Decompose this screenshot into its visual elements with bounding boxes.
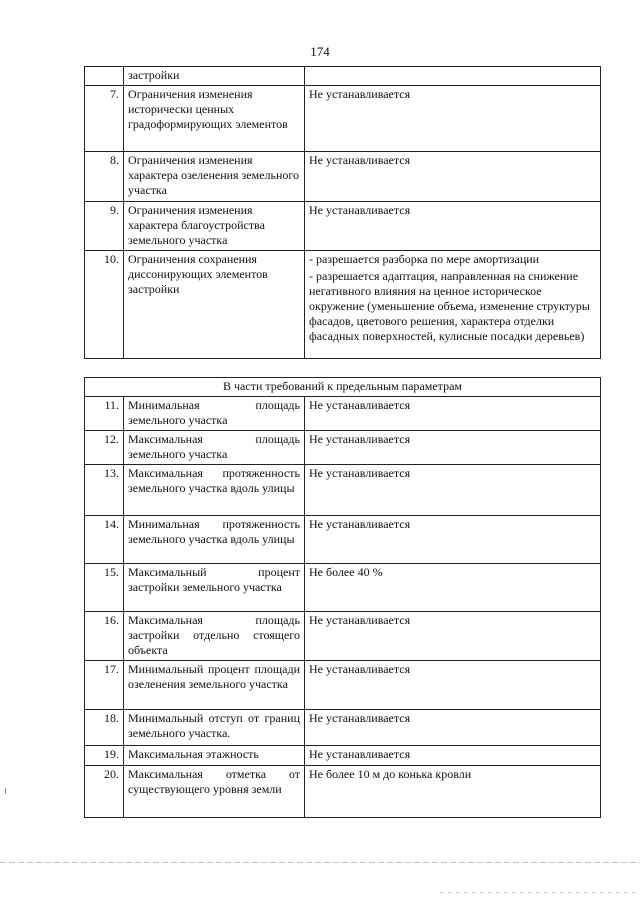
table-row bbox=[85, 67, 601, 86]
row-number: 9. bbox=[85, 202, 124, 251]
row-name: Максимальная этажность bbox=[124, 746, 305, 766]
row-value bbox=[305, 251, 601, 359]
row-number: 16. bbox=[85, 612, 124, 661]
row-number: 10. bbox=[85, 251, 124, 359]
row-name: Максимальная отметка от существующего уровня земли bbox=[124, 766, 305, 818]
table-row bbox=[85, 766, 601, 818]
row-number: 15. bbox=[85, 564, 124, 612]
table-row bbox=[85, 516, 601, 564]
table-row bbox=[85, 251, 601, 359]
row-value: Не устанавливается bbox=[305, 397, 601, 431]
row-value: Не более 40 % bbox=[305, 564, 601, 612]
table-row bbox=[85, 564, 601, 612]
row-name: Максимальный процент застройки земельного участка bbox=[124, 564, 305, 612]
row-value: Не устанавливается bbox=[305, 516, 601, 564]
table-row bbox=[85, 746, 601, 766]
row-number: 18. bbox=[85, 710, 124, 746]
row-number: 14. bbox=[85, 516, 124, 564]
value-line: - разрешается разборка по мере амортизации bbox=[309, 252, 540, 266]
row-name: застройки bbox=[124, 67, 305, 86]
table-row bbox=[85, 202, 601, 251]
row-number: 19. bbox=[85, 746, 124, 766]
margin-mark bbox=[5, 788, 6, 794]
row-name: Максимальная площадь земельного участка bbox=[124, 431, 305, 465]
row-value: Не устанавливается bbox=[305, 661, 601, 710]
table-row bbox=[85, 397, 601, 431]
row-value: Не устанавливается bbox=[305, 152, 601, 202]
table-row bbox=[85, 612, 601, 661]
table-row bbox=[85, 710, 601, 746]
row-number: 13. bbox=[85, 465, 124, 516]
row-name: Максимальная площадь застройки отдельно стоящего объекта bbox=[124, 612, 305, 661]
row-name: Ограничения сохранения диссонирующих элементов застройки bbox=[124, 251, 305, 359]
row-number: 17. bbox=[85, 661, 124, 710]
row-value: Не устанавливается bbox=[305, 465, 601, 516]
limit-parameters-table bbox=[84, 377, 601, 818]
table-row bbox=[85, 152, 601, 202]
row-value: Не более 10 м до конька кровли bbox=[305, 766, 601, 818]
table-row bbox=[85, 86, 601, 152]
scan-artifact-line bbox=[440, 892, 640, 893]
section-header: В части требований к предельным параметрам bbox=[85, 378, 601, 397]
row-number: 11. bbox=[85, 397, 124, 431]
row-name: Ограничения изменения характера озеленения земельного участка bbox=[124, 152, 305, 202]
row-number: 20. bbox=[85, 766, 124, 818]
table-row bbox=[85, 431, 601, 465]
row-value: Не устанавливается bbox=[305, 612, 601, 661]
row-value bbox=[305, 67, 601, 86]
row-number: 12. bbox=[85, 431, 124, 465]
row-value: Не устанавливается bbox=[305, 86, 601, 152]
row-name: Минимальный процент площади озеленения земельного участка bbox=[124, 661, 305, 710]
row-number: 7. bbox=[85, 86, 124, 152]
value-line: - разрешается адаптация, направленная на снижение негативного влияния на ценное историческое окружение (уменьшение объема, изменение структуры фасадов, цветового решения, характера отделки фасадных поверхностей, кулисные посадки деревьев) bbox=[309, 269, 590, 343]
row-value: Не устанавливается bbox=[305, 431, 601, 465]
row-name: Ограничения изменения исторически ценных градоформирующих элементов bbox=[124, 86, 305, 152]
row-name: Минимальная протяженность земельного участка вдоль улицы bbox=[124, 516, 305, 564]
page-number: 174 bbox=[310, 44, 330, 59]
table-header-row bbox=[85, 378, 601, 397]
table-row bbox=[85, 465, 601, 516]
row-name: Минимальная площадь земельного участка bbox=[124, 397, 305, 431]
restrictions-table bbox=[84, 66, 601, 359]
row-value: Не устанавливается bbox=[305, 710, 601, 746]
row-number: 8. bbox=[85, 152, 124, 202]
row-number bbox=[85, 67, 124, 86]
row-value: Не устанавливается bbox=[305, 746, 601, 766]
row-name: Максимальная протяженность земельного участка вдоль улицы bbox=[124, 465, 305, 516]
row-name: Минимальный отступ от границ земельного участка. bbox=[124, 710, 305, 746]
table-row bbox=[85, 661, 601, 710]
row-name: Ограничения изменения характера благоустройства земельного участка bbox=[124, 202, 305, 251]
row-value: Не устанавливается bbox=[305, 202, 601, 251]
scan-artifact-line bbox=[0, 862, 640, 863]
